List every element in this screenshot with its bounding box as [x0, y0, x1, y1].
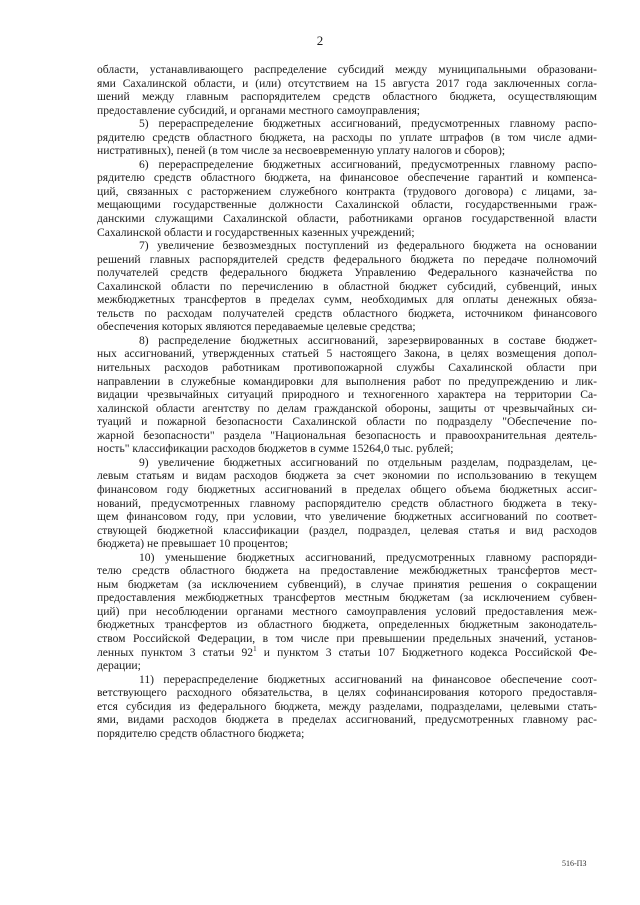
- text-line-content: 10) уменьшение бюджетных ассигнований, предусмотренных главному распоряди-: [139, 550, 597, 564]
- text-line: [97, 226, 597, 240]
- text-line-content: направлении в служебные командировки для выполнения работ по предупреждению и лик-: [97, 374, 597, 388]
- text-line: [97, 375, 597, 389]
- text-line-content: порядителю средств областного бюджета;: [97, 726, 305, 740]
- text-line: [97, 700, 597, 714]
- text-line-content: видации чрезвычайных ситуаций природного и техногенного характера на территории Са-: [97, 388, 597, 402]
- text-line-content: бюджетных трансфертов из областного бюджета, определенных бюджетным законодатель-: [97, 618, 597, 632]
- text-line-content: ствующей бюджетной классификации (раздел, подраздел, целевая статья и вид расходов: [97, 523, 597, 537]
- text-line-continuation: и пунктом 3 статьи 107 Бюджетного кодекса Российской Фе-: [256, 645, 598, 659]
- text-line-content: нительных расходов работникам противопожарной службы Сахалинской области при: [97, 361, 597, 375]
- text-line-content: 6) перераспределение бюджетных ассигнований, предусмотренных главному распо-: [139, 157, 597, 171]
- text-line: [97, 713, 597, 727]
- text-line-content: нистративных), пеней (в том числе за несвоевременную уплату налогов и сборов);: [97, 144, 506, 158]
- text-line-content: ями Сахалинской области, и (или) отсутствием на 15 августа 2017 года заключенных согла-: [97, 76, 597, 90]
- text-line: [97, 469, 597, 483]
- text-line-content: ветствующего расходного обязательства, в целях софинансирования которого предоставля-: [97, 686, 597, 700]
- text-line: [97, 212, 597, 226]
- text-line-content: ций, связанных с расторжением служебного контракта (трудового договора) с лицами, за-: [97, 184, 597, 198]
- text-line-content: туаций и пожарной безопасности Сахалинской области по подразделу "Обеспечение по-: [97, 415, 597, 429]
- text-line: [97, 171, 597, 185]
- text-line-content: халинской области агентству по делам гражданской обороны, защиты от чрезвычайных си-: [97, 401, 597, 415]
- text-line: [97, 144, 597, 158]
- text-line: [97, 727, 597, 741]
- text-line-content: ных ассигнований, утвержденных статьей 5 настоящего Закона, в целях возмещения допол-: [97, 347, 597, 361]
- superscript: 1: [253, 644, 257, 653]
- text-line: [97, 280, 597, 294]
- text-line-content: ций) при несоблюдении органами местного самоуправления условий предоставления меж-: [97, 604, 597, 618]
- text-line: [97, 524, 597, 538]
- text-line-content: левым статьям и видам расходов бюджета за счет экономии по использованию в текущем: [97, 469, 597, 483]
- text-line: [97, 456, 597, 470]
- text-line-content: финансовом году бюджетных ассигнований в пределах общего объема бюджетных ассиг-: [97, 482, 597, 496]
- text-line-content: ленных пунктом 3 статьи 92: [97, 645, 254, 659]
- text-line: [97, 104, 597, 118]
- text-line: [97, 483, 597, 497]
- text-line-content: 7) увеличение безвозмездных поступлений из федерального бюджета на основании: [139, 239, 597, 253]
- text-line-content: ством Российской Федерации, в том числе при превышении предельных значений, установ-: [97, 631, 597, 645]
- text-line-content: жарной безопасности" раздела "Национальная безопасность и правоохранительная деятель-: [97, 428, 597, 442]
- text-line: [97, 591, 597, 605]
- text-line-content: дерации;: [97, 659, 141, 673]
- text-line: [97, 239, 597, 253]
- text-line: [97, 551, 597, 565]
- text-line-content: ность" классификации расходов бюджетов в сумме 15264,0 тыс. рублей;: [97, 442, 454, 456]
- text-line: [97, 497, 597, 511]
- text-line: [97, 564, 597, 578]
- text-line: [97, 388, 597, 402]
- text-line-content: мещающими государственные должности Сахалинской области, государственными граж-: [97, 198, 597, 212]
- text-line-content: предоставления межбюджетных трансфертов местным бюджетам (за исключением субвен-: [97, 591, 597, 605]
- text-line-content: обеспечения которых являются передаваемые целевые средства;: [97, 320, 416, 334]
- text-line-content: щем финансовом году, при условии, что увеличение бюджетных ассигнований по соответ-: [97, 510, 597, 524]
- text-line-content: рядителю средств областного бюджета, на расходы по уплате штрафов (в том числе адми-: [97, 130, 597, 144]
- text-line: [97, 578, 597, 592]
- text-line: [97, 402, 597, 416]
- text-line-content: ями, видами расходов бюджета в пределах ассигнований, предусмотренных главному рас-: [97, 713, 597, 727]
- text-line-content: области, устанавливающего распределение субсидий между муниципальными образовани-: [97, 63, 597, 76]
- text-line-content: тельств по расходам получателей средств областного бюджета, источником финансового: [97, 306, 597, 320]
- text-line: [97, 347, 597, 361]
- text-line: [97, 253, 597, 267]
- text-line: [97, 293, 597, 307]
- text-line-content: 5) перераспределение бюджетных ассигнований, предусмотренных главному распо-: [139, 117, 597, 131]
- text-line-content: телю средств областного бюджета на предоставление межбюджетных трансфертов мест-: [97, 564, 597, 578]
- text-line: [97, 307, 597, 321]
- text-line-content: рядителю средств областного бюджета, на финансовое обеспечение гарантий и компенса-: [97, 171, 597, 185]
- text-line: [97, 198, 597, 212]
- text-line: [97, 131, 597, 145]
- text-line: [97, 632, 597, 646]
- text-line: [97, 77, 597, 91]
- text-line-content: получателей средств федерального бюджета Управлению Федерального казначейства по: [97, 266, 597, 280]
- text-line-content: предоставление субсидий, и органами местного самоуправления;: [97, 103, 420, 117]
- text-line: [97, 618, 597, 632]
- text-line: [97, 646, 597, 660]
- text-line-content: 8) распределение бюджетных ассигнований, зарезервированных в составе бюджет-: [139, 333, 597, 347]
- text-line: [97, 510, 597, 524]
- text-line-content: данскими служащими Сахалинской области, работниками органов государственной власти: [97, 212, 597, 226]
- text-line: [97, 605, 597, 619]
- document-code: 516-ПЗ: [562, 859, 587, 868]
- text-line-content: бюджета) не превышает 10 процентов;: [97, 537, 289, 551]
- text-line: [97, 429, 597, 443]
- text-line-content: шений между главным распорядителем средств областного бюджета, осуществляющим: [97, 90, 597, 104]
- text-line-content: Сахалинской области по перечислению в областной бюджет субсидий, субвенций, иных: [97, 279, 597, 293]
- text-line-content: 9) увеличение бюджетных ассигнований по отдельным разделам, подразделам, це-: [139, 455, 597, 469]
- text-line-content: 11) перераспределение бюджетных ассигнований на финансовое обеспечение соот-: [139, 672, 597, 686]
- text-line: [97, 442, 597, 456]
- text-line: [97, 63, 597, 77]
- text-line-content: ным бюджетам (за исключением субвенций), в случае принятия решения о сокращении: [97, 577, 597, 591]
- text-line: [97, 673, 597, 687]
- document-body: [97, 63, 597, 740]
- text-line-content: Сахалинской области и государственных казенных учреждений;: [97, 225, 415, 239]
- text-line: [97, 334, 597, 348]
- text-line: [97, 266, 597, 280]
- text-line: [97, 117, 597, 131]
- text-line: [97, 185, 597, 199]
- text-line: [97, 361, 597, 375]
- text-line: [97, 659, 597, 673]
- text-line: [97, 158, 597, 172]
- text-line: [97, 320, 597, 334]
- text-line: [97, 537, 597, 551]
- text-line: [97, 90, 597, 104]
- text-line-content: нований, предусмотренных главному распорядителю средств областного бюджета в теку-: [97, 496, 597, 510]
- text-line: [97, 415, 597, 429]
- text-line: [97, 686, 597, 700]
- text-line-content: решений главных распорядителей средств федерального бюджета по передаче полномочий: [97, 252, 597, 266]
- page-number: 2: [316, 33, 324, 48]
- text-line-content: ется субсидия из федерального бюджета, между разделами, подразделами, целевыми стать-: [97, 699, 597, 713]
- text-line-content: межбюджетных трансфертов в пределах сумм, необходимых для оплаты денежных обяза-: [97, 293, 597, 307]
